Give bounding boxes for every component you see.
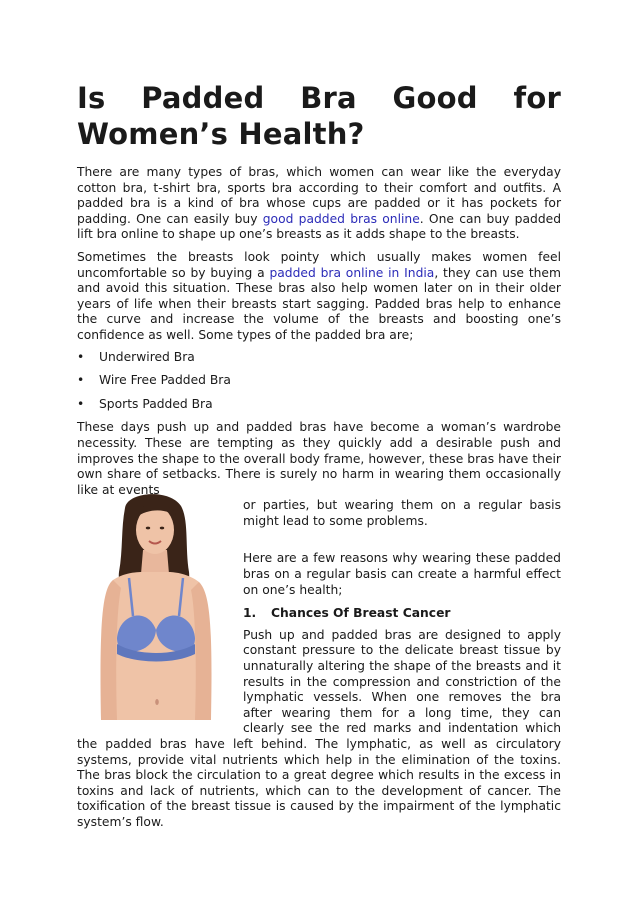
second-text-a: Sometimes the breasts look pointy which usually makes women feel uncomfortable so by buying a [77,249,561,280]
list-item-text: Sports Padded Bra [99,396,213,411]
document-title [77,80,561,152]
bra-types-list [77,350,561,413]
intro-text-b: . One can buy padded lift bra online to shape up one’s breasts as it adds shape to the breasts. [77,211,562,242]
woman-in-bra-illustration [77,488,233,720]
padded-bra-india-link[interactable]: padded bra online in India [269,265,435,280]
bullet-icon: • [77,373,85,388]
title-line-1: Is Padded Bra Good for [77,81,561,115]
second-paragraph [77,250,561,344]
list-item-text: Underwired Bra [99,349,195,364]
sixth-paragraph: Push up and padded bras are designed to apply constant pressure to the delicate breast tissue by unnaturally altering the shape of the breasts and it results in the compression and constriction of the lymphatic vessels. When one removes the bra after wearing them for a long time, they can clearly see the red marks and indentation which the padded bras have left behind. The lymphatic, as well as circulatory systems, provide vital nutrients which help in the elimination of the toxins. The bras block the circulation to a great degree which results in the excess in toxins and lack of nutrients, which can to the development of cancer. The toxification of the breast tissue is caused by the impairment of the lymphatic system’s flow. [77,627,561,829]
list-item [77,373,561,389]
fifth-paragraph: Here are a few reasons why wearing these padded bras on a regular basis can create a harmful effect on one’s health; [243,551,561,597]
heading-number: 1. [243,606,257,621]
third-paragraph: These days push up and padded bras have become a woman’s wardrobe necessity. These are tempting as they quickly add a desirable push and improves the shape to the overall body frame, however, these bras have their own share of setbacks. There is surely no harm in wearing them occasionally like at events [77,420,561,497]
list-item [77,397,561,413]
title-line-2: Women’s Health? [77,117,365,151]
good-padded-bras-link[interactable]: good padded bras online [262,211,420,226]
list-item [77,350,561,366]
bullet-icon: • [77,349,85,364]
list-item-text: Wire Free Padded Bra [99,373,231,388]
intro-paragraph [77,165,561,243]
fourth-paragraph: or parties, but wearing them on a regular basis might lead to some problems. [243,498,561,528]
intro-text-a: There are many types of bras, which women can wear like the everyday cotton bra, t-shirt bra, sports bra according to their comfort and outfits. A padded bra is a kind of bra whose cups are padded or it has pockets for padding. One can easily buy [77,165,561,226]
model-photo [77,488,233,720]
heading-text: Chances Of Breast Cancer [271,606,451,621]
bullet-icon: • [77,396,85,411]
second-text-b: , they can use them and avoid this situation. These bras also help women later on in their older years of life when their breasts start sagging. Padded bras help to enhance the curve and increase the volume of the breasts and boosting one’s confidence as well. Some types of the padded bra are; [77,265,561,342]
